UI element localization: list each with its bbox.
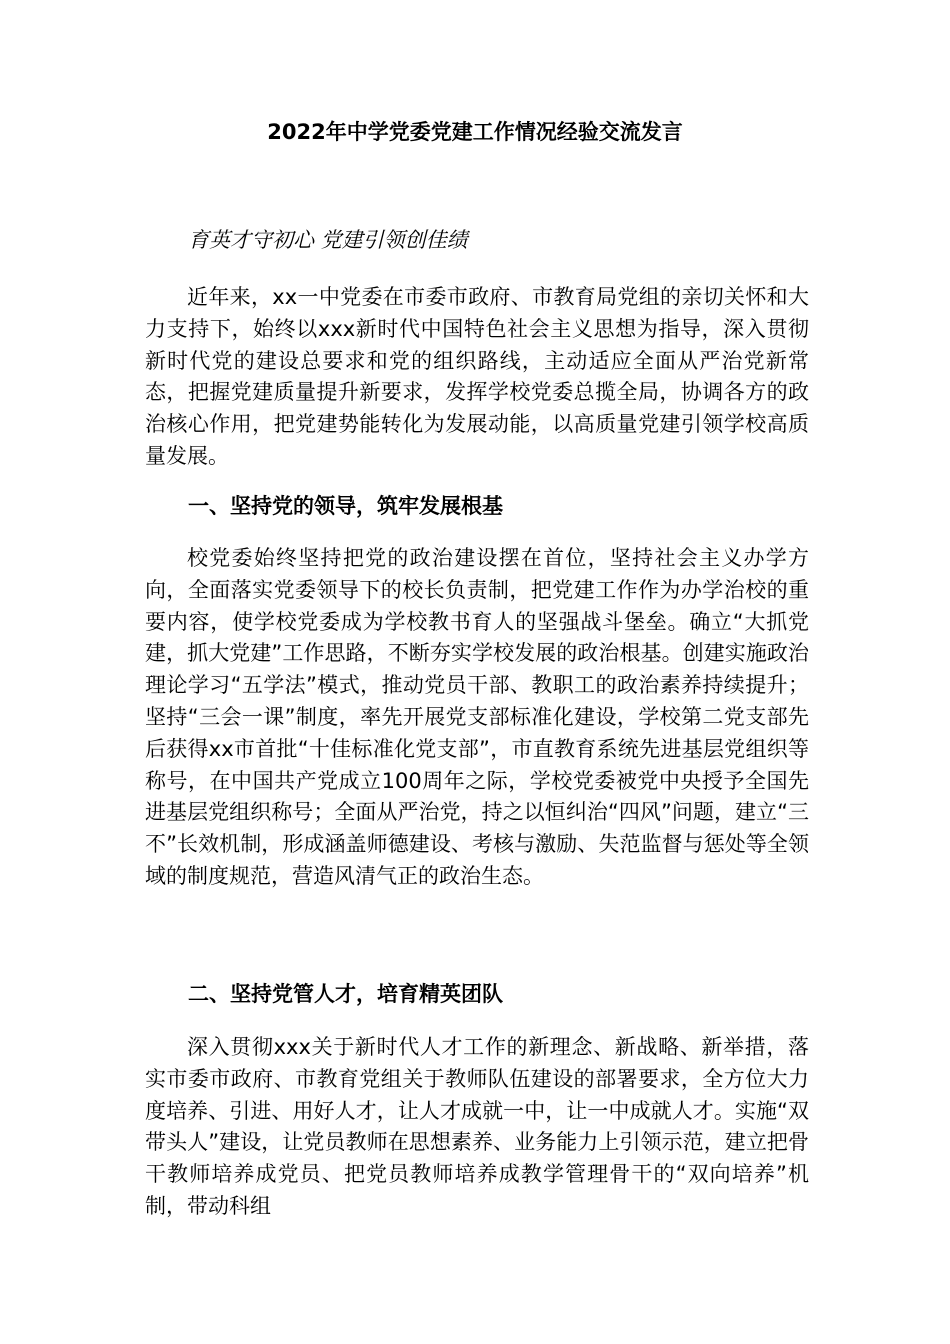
document-subtitle: 育英才守初心 党建引领创佳绩: [188, 228, 468, 252]
document-title: 2022年中学党委党建工作情况经验交流发言: [267, 120, 683, 144]
section-heading-1: 一、坚持党的领导，筑牢发展根基: [188, 494, 503, 518]
section-2-paragraph: 深入贯彻xxx关于新时代人才工作的新理念、新战略、新举措，落实市委市政府、市教育党组关于教师队伍建设的部署要求，全方位大力度培养、引进、用好人才，让人才成就一中，让一中成就人才。实施“双带头人”建设，让党员教师在思想素养、业务能力上引领示范，建立把骨干教师培养成党员、把党员教师培养成教学管理骨干的“双向培养”机制，带动科组: [145, 1035, 809, 1218]
section-heading-2: 二、坚持党管人才，培育精英团队: [188, 982, 503, 1006]
intro-paragraph: 近年来，xx一中党委在市委市政府、市教育局党组的亲切关怀和大力支持下，始终以xxx新时代中国特色社会主义思想为指导，深入贯彻新时代党的建设总要求和党的组织路线，主动适应全面从严治党新常态，把握党建质量提升新要求，发挥学校党委总揽全局，协调各方的政治核心作用，把党建势能转化为发展动能，以高质量党建引领学校高质量发展。: [145, 285, 809, 468]
section-1-paragraph: 校党委始终坚持把党的政治建设摆在首位，坚持社会主义办学方向，全面落实党委领导下的校长负责制，把党建工作作为办学治校的重要内容，使学校党委成为学校教书育人的坚强战斗堡垒。确立“大抓党建，抓大党建”工作思路，不断夯实学校发展的政治根基。创建实施政治理论学习“五学法”模式，推动党员干部、教职工的政治素养持续提升；坚持“三会一课”制度，率先开展党支部标准化建设，学校第二党支部先后获得xx市首批“十佳标准化党支部”，市直教育系统先进基层党组织等称号，在中国共产党成立100周年之际，学校党委被党中央授予全国先进基层党组织称号；全面从严治党，持之以恒纠治“四风”问题，建立“三不”长效机制，形成涵盖师德建设、考核与激励、失范监督与惩处等全领域的制度规范，营造风清气正的政治生态。: [145, 546, 809, 888]
